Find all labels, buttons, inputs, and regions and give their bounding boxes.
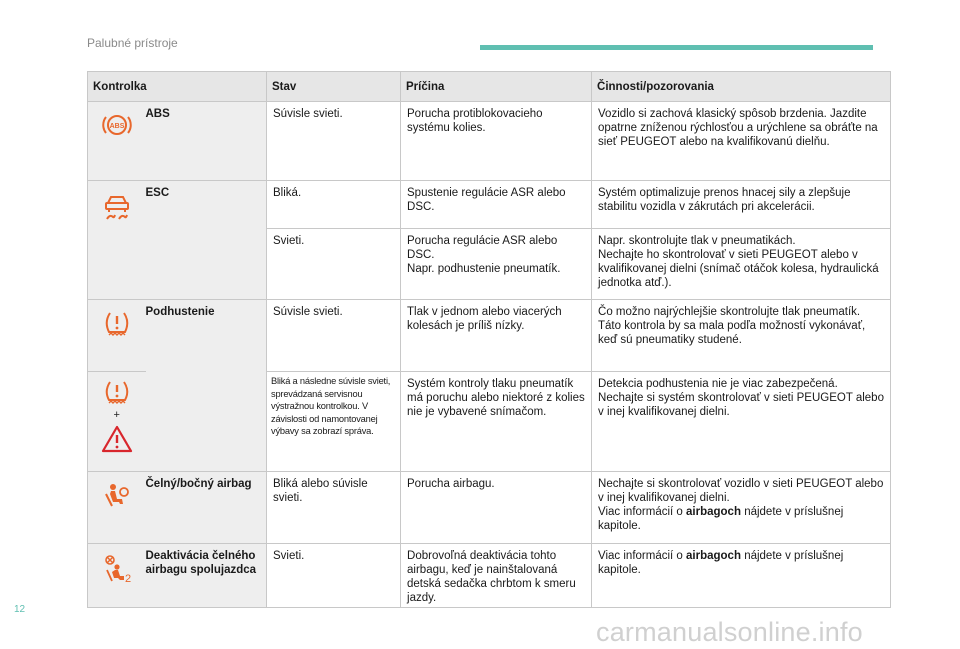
airbag-icon-cell [88, 472, 146, 544]
passenger-airbag-off-icon [101, 554, 133, 588]
abs-warning-icon [100, 112, 134, 142]
tyre-pressure-icon [102, 380, 132, 410]
svg-text:ABS: ABS [109, 123, 125, 130]
action-text: nájdete v príslušnej kapitole. [598, 506, 844, 532]
table-row-abs [88, 102, 891, 181]
light-name: ESC [146, 181, 267, 300]
action-cell: Čo možno najrýchlejšie skontrolujte tlak pneumatík. Táto kontrola by sa mala podľa možností vykonávať, keď sú pneumatiky studené. [592, 300, 891, 372]
action-text: nájdete v príslušnej kapitole. [598, 550, 844, 576]
action-text: Viac informácií o [598, 550, 683, 562]
airbag-reference: airbagoch [686, 550, 741, 562]
action-cell [592, 472, 891, 544]
state-cell: Bliká alebo súvisle svieti. [267, 472, 401, 544]
abs-icon-cell [88, 102, 146, 181]
cause-cell: Porucha airbagu. [401, 472, 592, 544]
action-text: Nechajte si skontrolovať vozidlo v sieti PEUGEOT alebo v inej kvalifikovanej dielni. [598, 478, 884, 504]
watermark: carmanualsonline.info [596, 617, 863, 647]
column-header-pricina: Príčina [401, 72, 592, 102]
table-row-underinflation [88, 300, 891, 372]
action-cell: Napr. skontrolujte tlak v pneumatikách. Nechajte ho skontrolovať v sieti PEUGEOT alebo v kvalifikovanej dielni (snímač otáčok kolesa, hydraulická jednotka atď.). [592, 229, 891, 300]
table-header-row [88, 72, 891, 102]
light-name: Čelný/bočný airbag [146, 472, 267, 544]
cause-cell: Spustenie regulácie ASR alebo DSC. [401, 181, 592, 229]
light-name: Deaktivácia čelného airbagu spolujazdca [146, 544, 267, 608]
action-cell: Systém optimalizuje prenos hnacej sily a zlepšuje stabilitu vozidla v zákrutách pri akcelerácii. [592, 181, 891, 229]
column-header-stav: Stav [267, 72, 401, 102]
airbag-icon [102, 482, 132, 514]
esc-icon-cell [88, 181, 146, 300]
plus-sign: + [113, 409, 120, 421]
table-row-esc [88, 181, 891, 229]
tyre-icon-cell [88, 300, 146, 372]
action-cell [592, 544, 891, 608]
state-cell: Súvisle svieti. [267, 102, 401, 181]
light-name: ABS [146, 102, 267, 181]
light-name: Podhustenie [146, 300, 267, 472]
table-row-airbag-off [88, 544, 891, 608]
svg-text:2: 2 [124, 573, 131, 584]
action-cell: Vozidlo si zachová klasický spôsob brzdenia. Jazdite opatrne zníženou rýchlosťou a urýchlene sa obráťte na sieť PEUGEOT alebo na kvalifikovanú dielňu. [592, 102, 891, 181]
action-text: Viac informácií o [598, 506, 683, 518]
page-number: 12 [14, 604, 26, 615]
warning-triangle-icon [100, 424, 134, 458]
column-header-cinnosti: Činnosti/pozorovania [592, 72, 891, 102]
column-header-kontrolka: Kontrolka [88, 72, 267, 102]
cause-cell: Dobrovoľná deaktivácia tohto airbagu, keď je nainštalovaná detská sedačka chrbtom k smeru jazdy. [401, 544, 592, 608]
cause-cell: Tlak v jednom alebo viacerých kolesách je príliš nízky. [401, 300, 592, 372]
action-cell: Detekcia podhustenia nie je viac zabezpečená. Nechajte si systém skontrolovať v sieti PEUGEOT alebo v inej kvalifikovanej dielni. [592, 372, 891, 472]
airbag-off-icon-cell [88, 544, 146, 608]
state-cell: Svieti. [267, 229, 401, 300]
warning-lights-table [87, 71, 891, 608]
section-title: Palubné prístroje [87, 36, 178, 50]
cause-cell: Systém kontroly tlaku pneumatík má poruchu alebo niektoré z kolies nie je vybavené snímačom. [401, 372, 592, 472]
state-cell: Súvisle svieti. [267, 300, 401, 372]
state-cell: Svieti. [267, 544, 401, 608]
cause-cell: Porucha regulácie ASR alebo DSC. Napr. podhustenie pneumatík. [401, 229, 592, 300]
table-row-airbag [88, 472, 891, 544]
tyre-pressure-icon [102, 310, 132, 342]
tyre-fault-icon-cell [88, 372, 146, 472]
esc-skidding-car-icon [102, 191, 132, 225]
state-cell: Bliká a následne súvisle svieti, sprevádzaná servisnou výstražnou kontrolkou. V závislosti od namontovanej výbavy sa zobrazí správa. [267, 372, 401, 472]
cause-cell: Porucha protiblokovacieho systému kolies. [401, 102, 592, 181]
airbag-reference: airbagoch [686, 506, 741, 518]
header-accent-bar [480, 45, 873, 50]
state-cell: Bliká. [267, 181, 401, 229]
